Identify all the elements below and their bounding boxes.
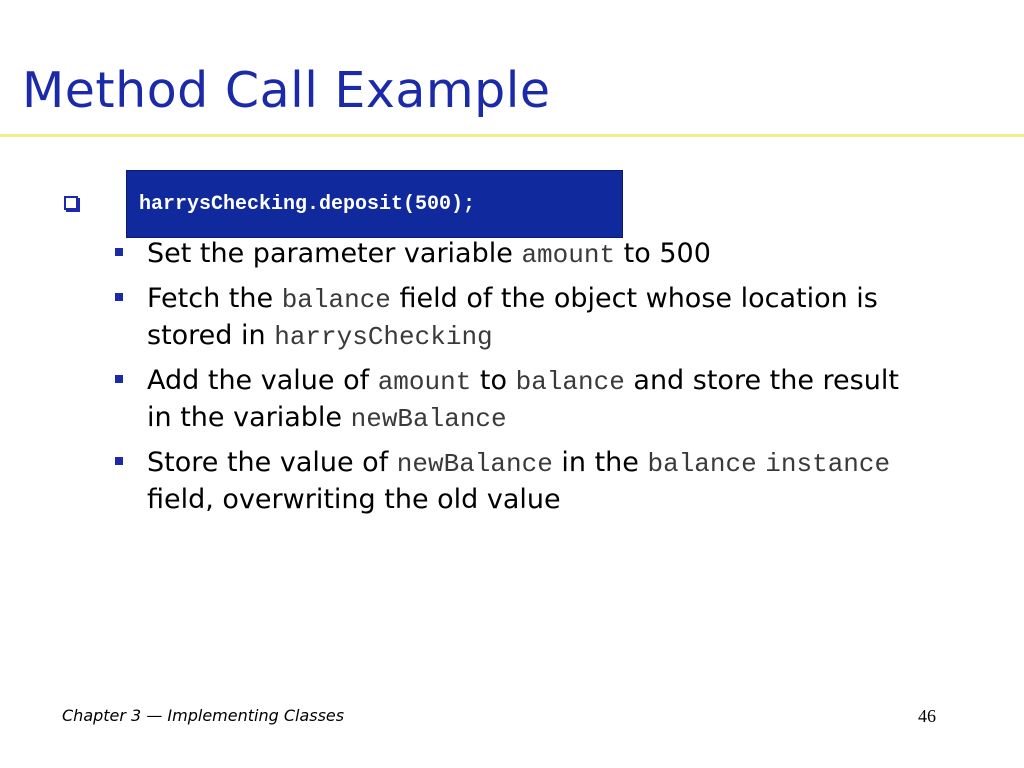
list-item-text: Add the value of amount to balance and store the result in the variable newBalance — [147, 365, 899, 434]
square-bullet-icon — [115, 457, 123, 465]
square-bullet-icon — [115, 293, 123, 301]
list-item — [115, 281, 915, 355]
footer-chapter: Chapter 3 — Implementing Classes — [62, 706, 345, 725]
list-item-text: Set the parameter variable amount to 500 — [147, 238, 711, 270]
list-item-text: Store the value of newBalance in the balance instance field, overwriting the old value — [147, 447, 891, 515]
list-item — [115, 445, 915, 518]
page-number: 46 — [918, 706, 936, 726]
slide-title: Method Call Example — [22, 62, 551, 119]
list-item — [115, 236, 915, 273]
code-highlight-box — [126, 170, 623, 238]
checkbox-bullet-icon — [64, 196, 78, 210]
list-item-text: Fetch the balance field of the object whose location is stored in harrysChecking — [147, 283, 878, 352]
square-bullet-icon — [115, 248, 123, 256]
code-statement: harrysChecking.deposit(500); — [139, 193, 476, 216]
square-bullet-icon — [115, 375, 123, 383]
list-item — [115, 363, 915, 437]
sub-bullet-list — [115, 236, 915, 526]
title-divider — [0, 134, 1024, 137]
